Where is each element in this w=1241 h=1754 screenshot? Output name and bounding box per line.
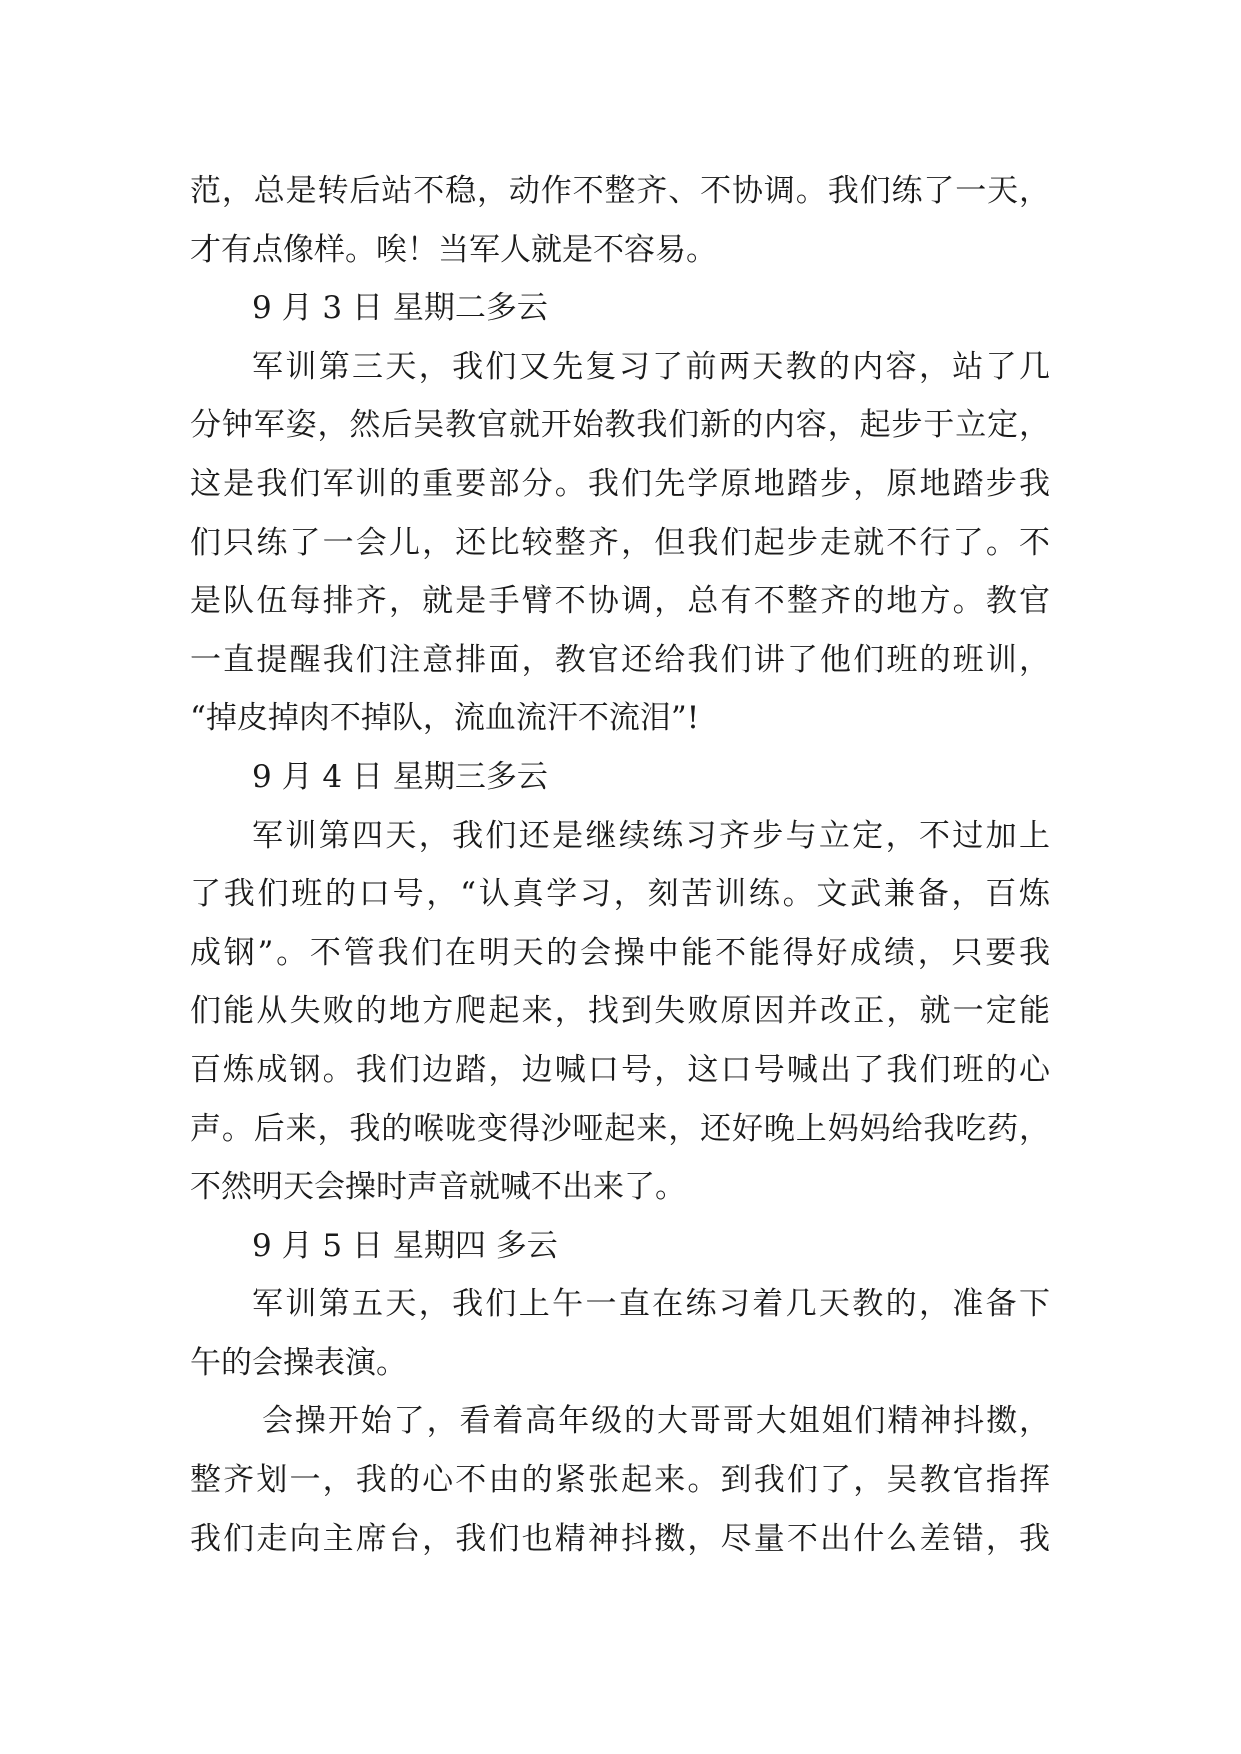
text-line: 百炼成钢。我们边踏，边喊口号，这口号喊出了我们班的心	[190, 1051, 1050, 1088]
text-line: 了我们班的口号，“认真学习，刻苦训练。文武兼备，百炼	[190, 876, 1050, 913]
text-line: 军训第四天，我们还是继续练习齐步与立定，不过加上	[252, 817, 1050, 854]
text-line: 军训第三天，我们又先复习了前两天教的内容，站了几	[252, 348, 1050, 385]
text-line: “掉皮掉肉不掉队，流血流汗不流泪”!	[190, 700, 700, 737]
text-line: 会操开始了，看着高年级的大哥哥大姐姐们精神抖擞，	[262, 1403, 1050, 1440]
text-line: 军训第五天，我们上午一直在练习着几天教的，准备下	[252, 1286, 1050, 1323]
text-line: 整齐划一，我的心不由的紧张起来。到我们了，吴教官指挥	[190, 1462, 1050, 1499]
text-line: 是队伍每排齐，就是手臂不协调，总有不整齐的地方。教官	[190, 583, 1050, 620]
text-line: 不然明天会操时声音就喊不出来了。	[190, 1169, 686, 1206]
text-line: 成钢”。不管我们在明天的会操中能不能得好成绩，只要我	[190, 934, 1050, 971]
text-line: 声。后来，我的喉咙变得沙哑起来，还好晚上妈妈给我吃药，	[190, 1110, 1050, 1147]
text-line: 们能从失败的地方爬起来，找到失败原因并改正，就一定能	[190, 993, 1050, 1030]
text-line: 范，总是转后站不稳，动作不整齐、不协调。我们练了一天，	[190, 173, 1050, 209]
date-heading: 9 月 4 日 星期三多云	[252, 758, 548, 795]
text-line: 一直提醒我们注意排面，教官还给我们讲了他们班的班训，	[190, 641, 1050, 678]
text-line: 午的会操表演。	[190, 1344, 407, 1381]
text-line: 分钟军姿，然后吴教官就开始教我们新的内容，起步于立定，	[190, 407, 1050, 444]
text-line: 们只练了一会儿，还比较整齐，但我们起步走就不行了。不	[190, 524, 1050, 561]
text-line: 这是我们军训的重要部分。我们先学原地踏步，原地踏步我	[190, 465, 1050, 502]
text-line: 才有点像样。唉！当军人就是不容易。	[190, 231, 717, 268]
date-heading: 9 月 5 日 星期四 多云	[252, 1227, 558, 1264]
body-text	[190, 162, 1050, 1568]
text-line: 我们走向主席台，我们也精神抖擞，尽量不出什么差错，我	[190, 1520, 1050, 1557]
date-heading: 9 月 3 日 星期二多云	[252, 290, 548, 327]
